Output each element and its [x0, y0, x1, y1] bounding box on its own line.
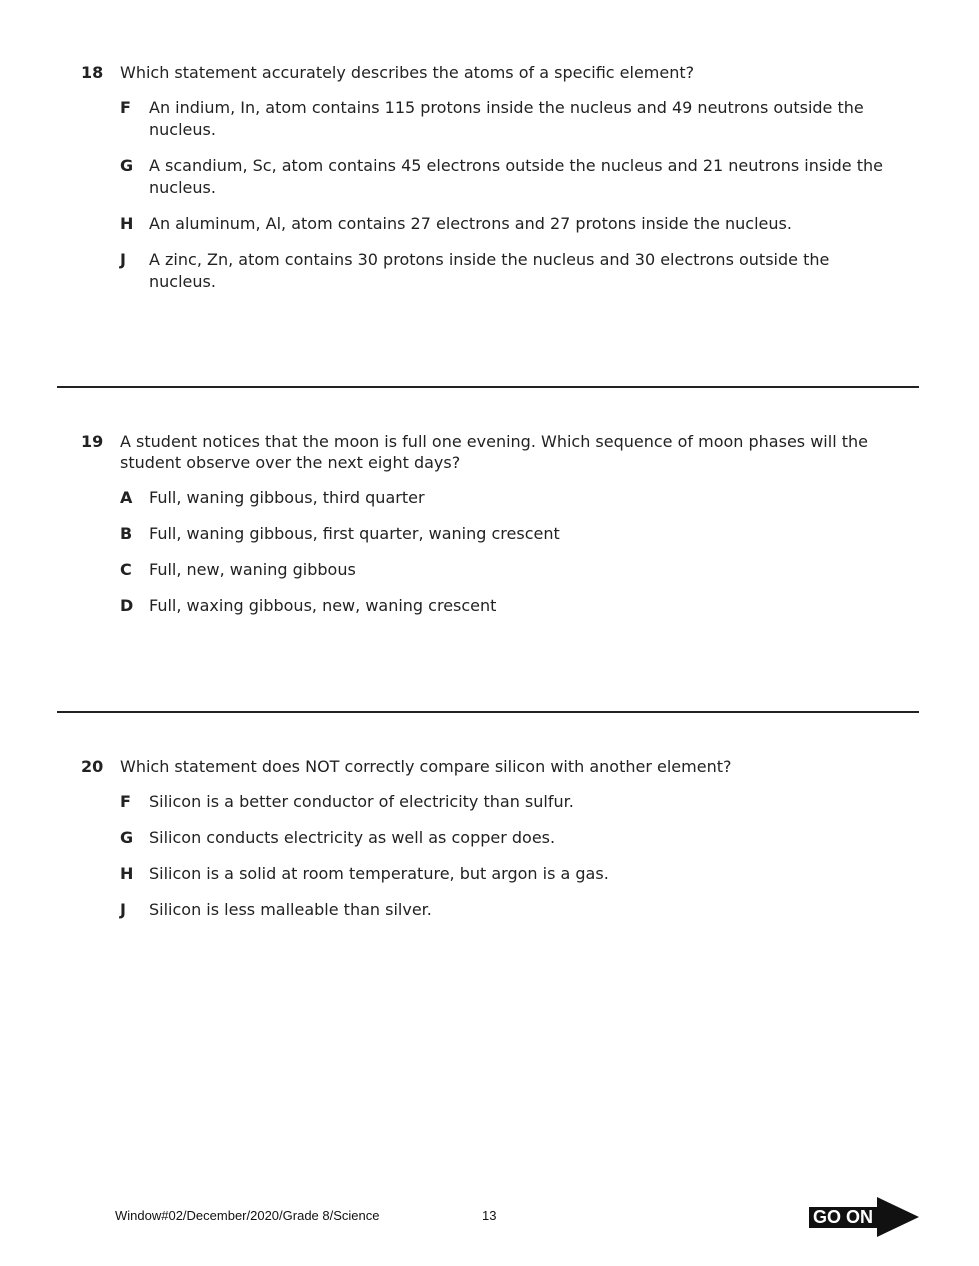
answer-option-c[interactable] [120, 559, 891, 581]
footer-document-id: Window#02/December/2020/Grade 8/Science [115, 1208, 380, 1223]
option-letter: G [120, 156, 134, 175]
option-text: Full, waning gibbous, third quarter [149, 488, 425, 507]
option-letter: A [120, 488, 133, 507]
answer-option-h[interactable] [120, 863, 891, 885]
option-text: Silicon is a better conductor of electricity than sulfur. [149, 792, 574, 811]
option-letter: G [120, 828, 134, 847]
option-text: Silicon is a solid at room temperature, but argon is a gas. [149, 864, 609, 883]
option-text: A scandium, Sc, atom contains 45 electrons outside the nucleus and 21 neutrons inside the nucleus. [149, 156, 883, 197]
answer-option-f[interactable] [120, 791, 891, 813]
question-number: 19 [81, 432, 104, 451]
option-text: Full, new, waning gibbous [149, 560, 356, 579]
option-letter: J [120, 900, 126, 919]
section-divider [57, 711, 919, 713]
option-text: An aluminum, Al, atom contains 27 electrons and 27 protons inside the nucleus. [149, 214, 792, 233]
answer-options [120, 487, 891, 617]
go-on-indicator [809, 1197, 919, 1237]
question-number: 18 [81, 63, 104, 82]
answer-option-a[interactable] [120, 487, 891, 509]
option-letter: H [120, 214, 134, 233]
answer-options [120, 791, 891, 921]
answer-option-j[interactable] [120, 899, 891, 921]
option-text: A zinc, Zn, atom contains 30 protons inside the nucleus and 30 electrons outside the nucleus. [149, 250, 830, 291]
option-text: Silicon conducts electricity as well as copper does. [149, 828, 556, 847]
answer-options [120, 97, 891, 293]
answer-option-g[interactable] [120, 827, 891, 849]
arrow-right-icon [877, 1197, 919, 1237]
answer-option-b[interactable] [120, 523, 891, 545]
question-number: 20 [81, 757, 104, 776]
question-stem [81, 756, 891, 777]
option-text: An indium, In, atom contains 115 protons inside the nucleus and 49 neutrons outside the nucleus. [149, 98, 864, 139]
question-text: Which statement accurately describes the atoms of a specific element? [120, 63, 695, 82]
option-letter: C [120, 560, 132, 579]
page-number: 13 [482, 1208, 497, 1223]
answer-option-f[interactable] [120, 97, 891, 141]
option-letter: D [120, 596, 134, 615]
option-letter: B [120, 524, 133, 543]
answer-option-h[interactable] [120, 213, 891, 235]
option-letter: F [120, 98, 131, 117]
option-text: Full, waxing gibbous, new, waning crescent [149, 596, 497, 615]
answer-option-g[interactable] [120, 155, 891, 199]
question-19 [81, 431, 891, 617]
question-stem [81, 431, 891, 473]
option-letter: H [120, 864, 134, 883]
question-20 [81, 756, 891, 921]
go-on-label: GO ON [813, 1207, 874, 1227]
question-text: A student notices that the moon is full one evening. Which sequence of moon phases will the student observe over the next eight days? [120, 432, 868, 472]
answer-option-d[interactable] [120, 595, 891, 617]
section-divider [57, 386, 919, 388]
question-18 [81, 62, 891, 293]
option-letter: F [120, 792, 131, 811]
question-stem [81, 62, 891, 83]
option-text: Silicon is less malleable than silver. [149, 900, 432, 919]
option-letter: J [120, 250, 126, 269]
answer-option-j[interactable] [120, 249, 891, 293]
option-text: Full, waning gibbous, first quarter, waning crescent [149, 524, 560, 543]
question-text: Which statement does NOT correctly compare silicon with another element? [120, 757, 732, 776]
